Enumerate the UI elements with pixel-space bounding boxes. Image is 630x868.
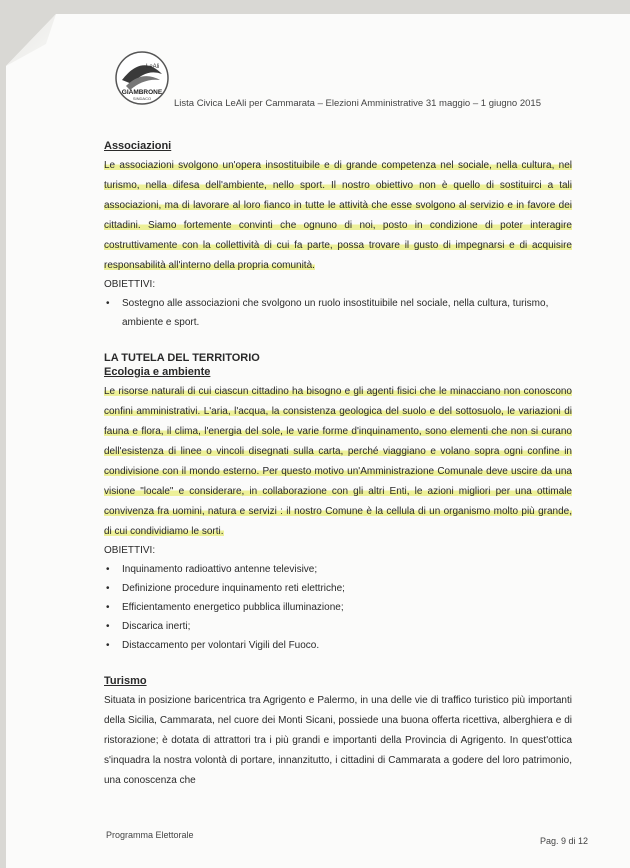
section-heading-turismo: Turismo [104, 675, 147, 687]
page-number: Pag. 9 di 12 [540, 836, 589, 846]
territorio-paragraph [104, 382, 572, 542]
territorio-objectives-list [104, 560, 572, 655]
associazioni-text: Le associazioni svolgono un'opera insostituibile e di grande competenza nel sociale, nella cultura, nel turismo, nella difesa dell'ambiente, nello sport. Il nostro obiettivo non è quello di sostituirci a tali associazioni, ma di lavorare al loro fianco in tutte le attività che esse svolgono al servizio e in favore dei cittadini. Siamo fortemente convinti che ognuno di noi, posto in condizione di poter interagire costruttivamente con la collettività di cui fa parte, possa trovare il gusto di impegnarsi e di acquisire responsabilità all'interno della propria comunità. [104, 160, 572, 271]
subheading-ecologia: Ecologia e ambiente [104, 366, 211, 378]
logo-text-2: GIAMBRONE [121, 89, 163, 96]
associazioni-objectives-list [104, 294, 572, 332]
list-item: • Discarica inerti; [104, 617, 572, 636]
list-item: • Efficientamento energetico pubblica illuminazione; [104, 598, 572, 617]
objectives-label: OBIETTIVI: [104, 279, 156, 290]
section-heading-associazioni: Associazioni [104, 140, 172, 152]
objectives-label: OBIETTIVI: [104, 545, 156, 556]
logo-text-1: LeAli [146, 64, 160, 70]
list-item: • Sostegno alle associazioni che svolgono un ruolo insostituibile nel sociale, nella cultura, turismo, ambiente e sport. [104, 294, 572, 332]
list-item: • Definizione procedure inquinamento reti elettriche; [104, 579, 572, 598]
territorio-text: Le risorse naturali di cui ciascun cittadino ha bisogno e gli agenti fisici che le minacciano non conoscono confini amministrativi. L'aria, l'acqua, la consistenza geologica del suolo e del sottosuolo, le variazioni di fauna e flora, il clima, l'energia del sole, le varie forme d'inquinamento, sono elementi che non si curano dell'esistenza di linee o vincoli disegnati sulla carta, perché viaggiano e volano sopra ogni confine in condivisione con il mondo esterno. Per questo motivo un'Amministrazione Comunale deve uscire da una visione "locale" e considerare, in collaborazione con gli altri Enti, le azioni migliori per una ottimale convivenza fra uomini, natura e servizi : il nostro Comune è la cellula di un organismo molto più grande, di cui condividiamo le sorti. [104, 386, 572, 537]
list-item: • Inquinamento radioattivo antenne televisive; [104, 560, 572, 579]
turismo-paragraph: Situata in posizione baricentrica tra Agrigento e Palermo, in una delle vie di traffico turistico più importanti della Sicilia, Cammarata, nel cuore dei Monti Sicani, possiede una buona offerta ricettiva, alberghiera e di ristorazione; è dotata di attrattori tra i più grandi e importanti della Provincia di Agrigento. In quest'ottica s'inquadra la nostra volontà di portare, innanzitutto, i cittadini di Cammarata a godere del loro patrimonio, una conoscenza che [104, 695, 572, 786]
logo-text-3: SINDACO [132, 96, 152, 101]
list-item: • Distaccamento per volontari Vigili del Fuoco. [104, 636, 572, 655]
associazioni-paragraph [104, 156, 572, 276]
footer-label: Programma Elettorale [106, 830, 194, 840]
main-content [104, 130, 572, 791]
section-heading-territorio: LA TUTELA DEL TERRITORIO [104, 352, 260, 364]
header-title: Lista Civica LeAli per Cammarata – Elezioni Amministrative 31 maggio – 1 giugno 2015 [174, 98, 541, 109]
party-logo [112, 50, 172, 110]
